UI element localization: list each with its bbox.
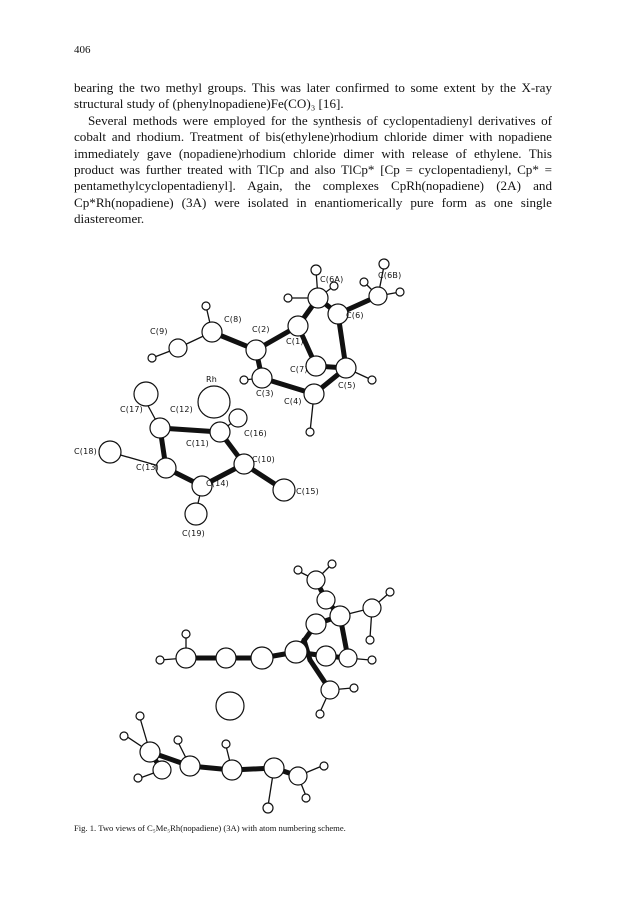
molecule-view-1 — [99, 259, 404, 525]
page-number: 406 — [74, 44, 91, 56]
label-c16: C(16) — [244, 429, 268, 438]
label-c7: C(7) — [290, 365, 308, 374]
molecule-view-2 — [120, 560, 394, 813]
label-c15: C(15) — [296, 487, 320, 496]
label-c2: C(2) — [252, 325, 270, 334]
label-c17: C(17) — [120, 405, 144, 414]
label-c18: C(18) — [74, 447, 98, 456]
label-c8: C(8) — [224, 315, 242, 324]
label-c5: C(5) — [338, 381, 356, 390]
label-c6b: C(6B) — [378, 271, 402, 280]
label-c19: C(19) — [182, 529, 206, 538]
label-c9: C(9) — [150, 327, 168, 336]
label-c4: C(4) — [284, 397, 302, 406]
label-c6: C(6) — [346, 311, 364, 320]
label-c14: C(14) — [206, 479, 230, 488]
label-c3: C(3) — [256, 389, 274, 398]
label-rh: Rh — [206, 375, 218, 384]
label-c1: C(1) — [286, 337, 304, 346]
label-c12: C(12) — [170, 405, 194, 414]
paragraph-1: bearing the two methyl groups. This was later confirmed to some extent by the X-ray structural study of (phenylnopadiene)Fe(CO)₃ [16]. — [74, 80, 552, 112]
label-c6a: C(6A) — [320, 275, 344, 284]
atom-labels — [74, 271, 401, 538]
label-c10: C(10) — [252, 455, 276, 464]
label-c11: C(11) — [186, 439, 210, 448]
label-c13: C(13) — [136, 463, 160, 472]
figure-caption: Fig. 1. Two views of C₅Me₅Rh(nopadiene) (3A) with atom numbering scheme. — [74, 823, 346, 833]
paragraph-2: Several methods were employed for the synthesis of cyclopentadienyl derivatives of cobalt and rhodium. Treatment of bis(ethylene)rhodium chloride dimer with nopadiene immediately gave (nopadiene)rhodium chloride dimer with release of ethylene. This product was further treated with TlCp and also TlCp* [Cp = cyclopentadienyl, Cp* = pentamethylcyclopentadienyl]. Again, the complexes CpRh(nopadiene) (2A) and Cp*Rh(nopadiene) (3A) were isolated in enantiomerically pure form as one single diastereomer. — [74, 112, 552, 227]
